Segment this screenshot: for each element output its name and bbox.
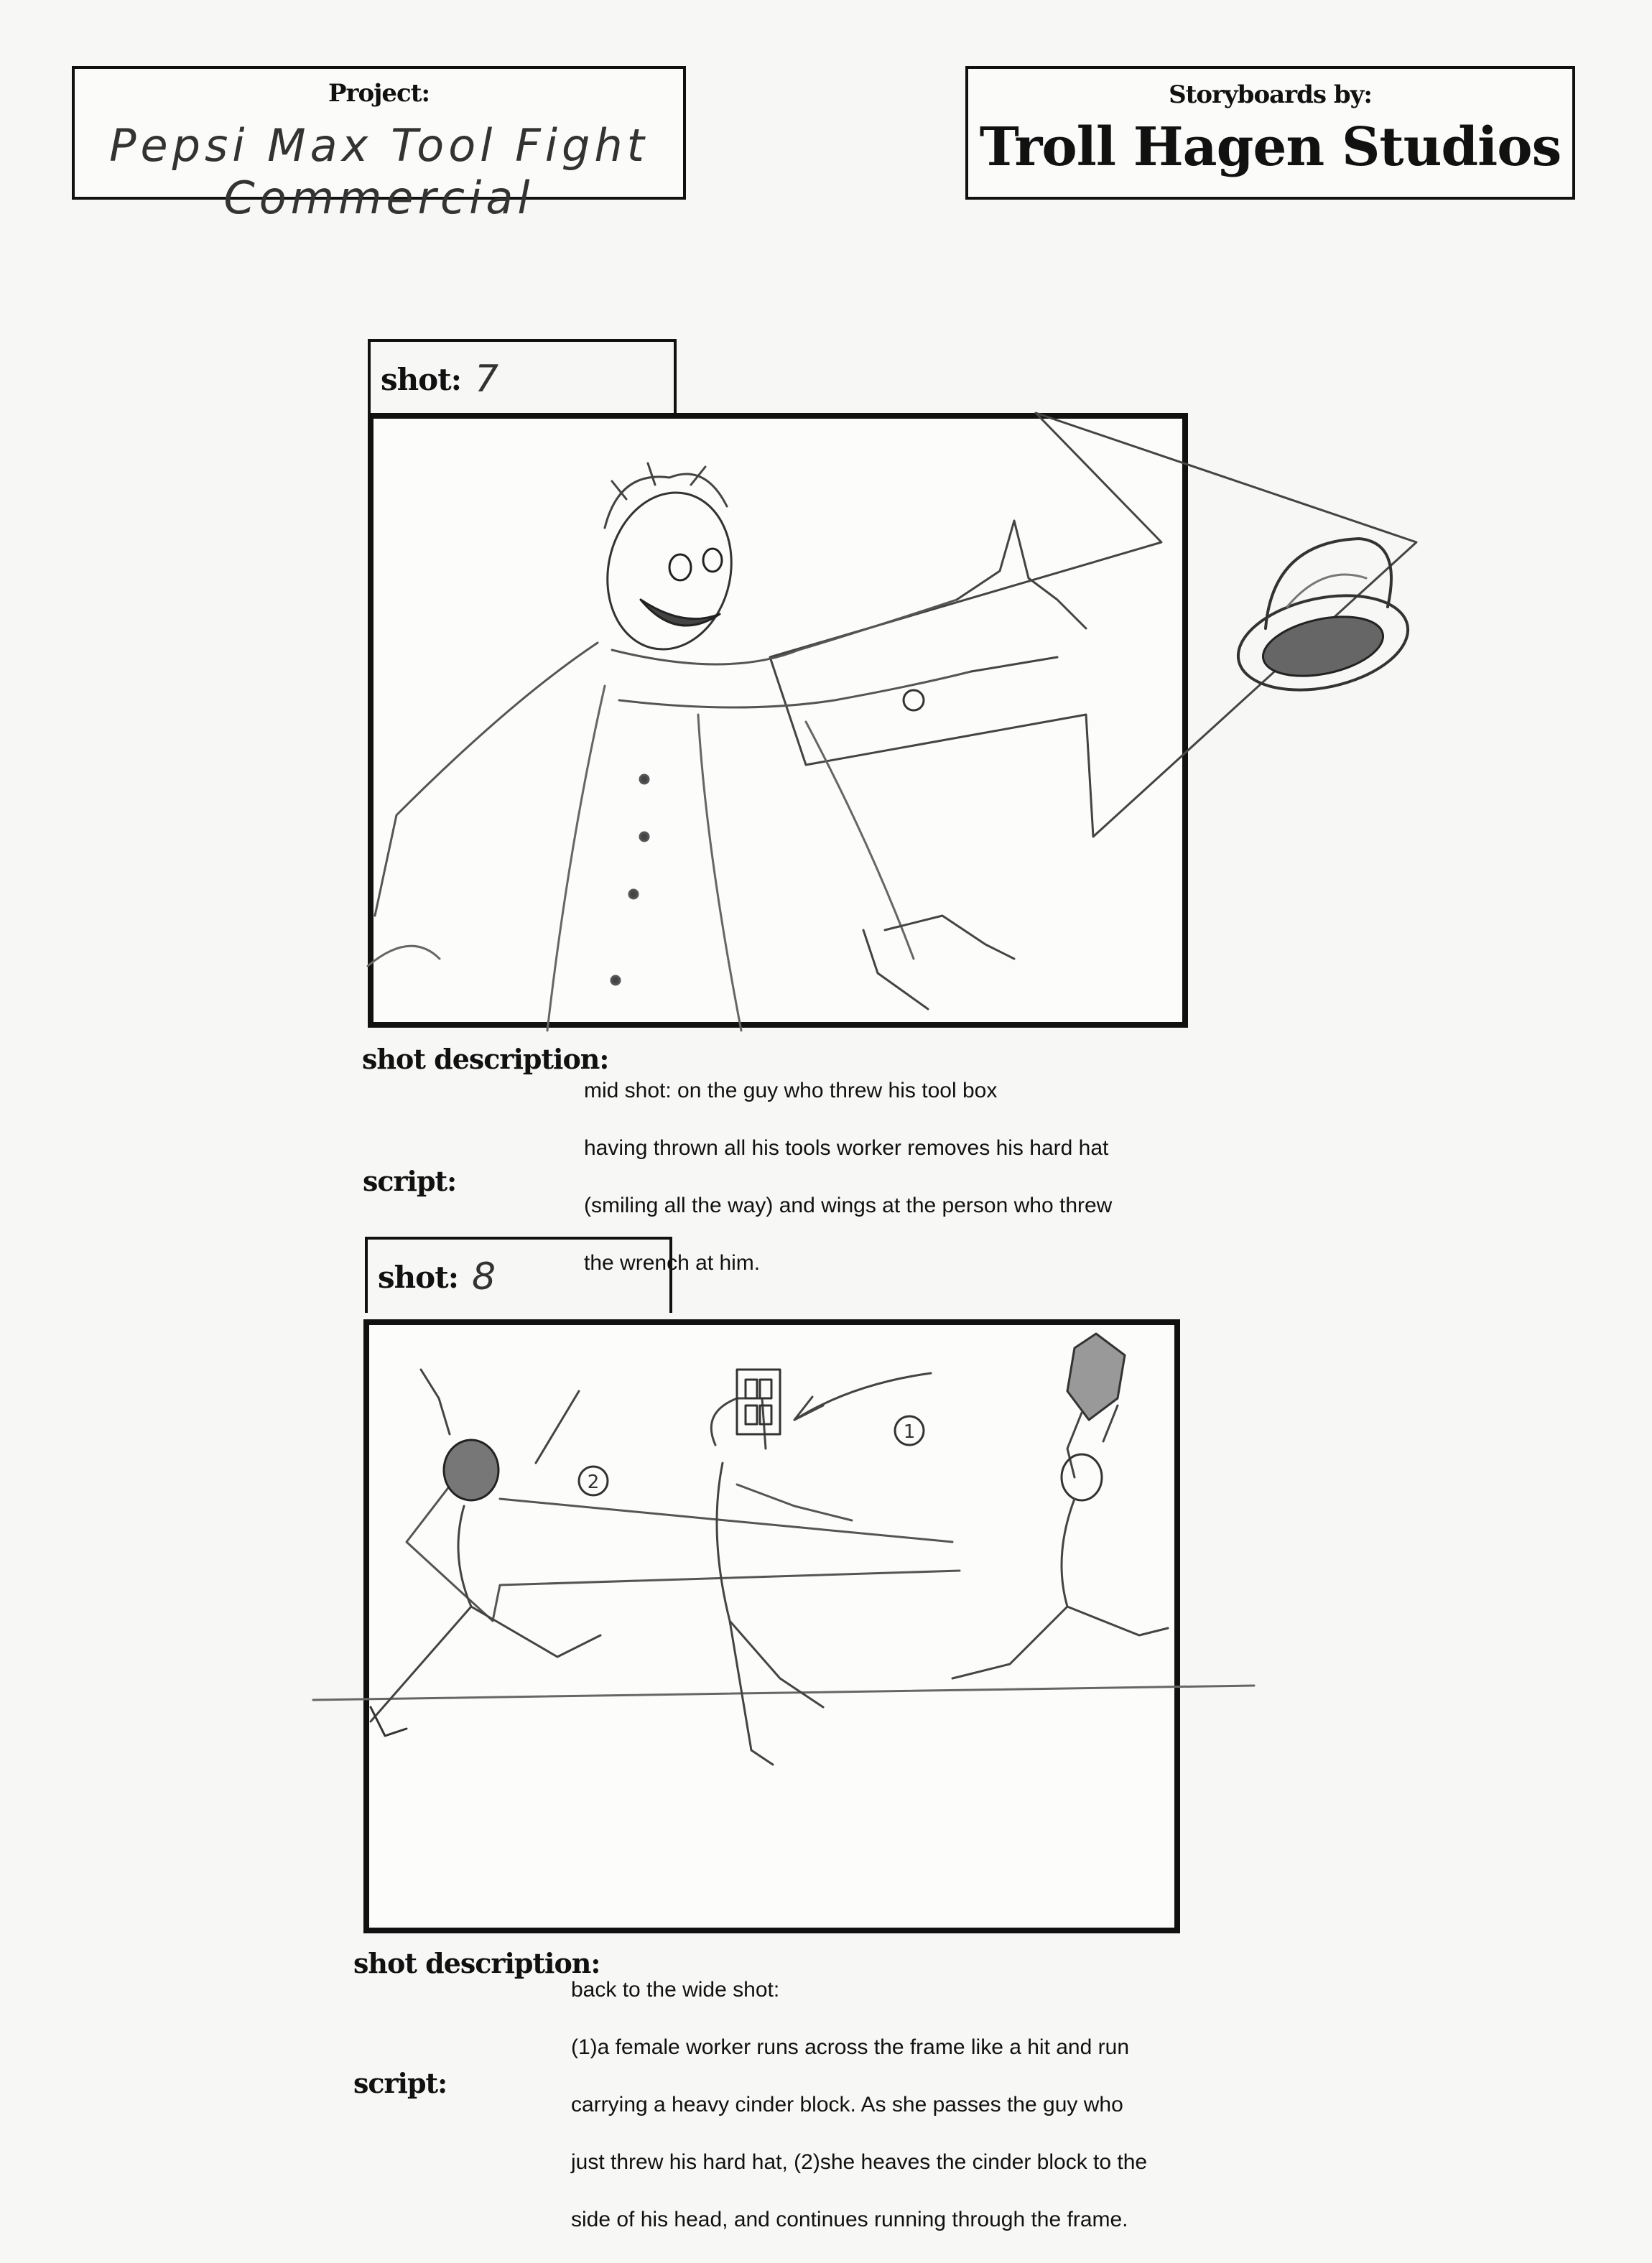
storyboards-by-label: Storyboards by: [1169,80,1372,109]
project-label: Project: [328,79,430,108]
shot-8-script-label: script: [353,2067,447,2099]
description-line: mid shot: on the guy who threw his tool box [584,1079,998,1102]
shot-8-tab [365,1237,672,1313]
studio-name: Troll Hagen Studios [979,116,1561,178]
description-line: having thrown all his tools worker removes his hard hat [584,1136,1109,1160]
description-line: carrying a heavy cinder block. As she passes the guy who [571,2093,1123,2116]
shot-7-description-label: shot description: [362,1043,609,1075]
description-line: the wrench at him. [584,1251,761,1275]
shot-number: 8 [472,1255,496,1298]
shot-7-script-label: script: [363,1165,457,1197]
description-line: just threw his hard hat, (2)she heaves the cinder block to the [571,2150,1148,2174]
marker-2: 2 [587,1472,600,1493]
shot-8-description-text [571,1947,1147,2263]
storyboards-by-box [965,66,1575,200]
description-line: (smiling all the way) and wings at the person who threw [584,1194,1113,1217]
description-line: (1)a female worker runs across the frame like a hit and run [571,2035,1129,2059]
project-name: Pepsi Max Tool Fight Commercial [109,119,649,224]
shot-label: shot: [378,1260,459,1295]
shot-7-tab [368,339,677,415]
shot-7-frame [368,413,1188,1028]
description-line: side of his head, and continues running through the frame. [571,2208,1128,2231]
shot-7-sketch [368,413,1481,1059]
description-line: back to the wide shot: [571,1978,780,2002]
marker-1: 1 [903,1421,916,1443]
shot-8-description-label: shot description: [353,1947,600,1979]
shot-number: 7 [475,358,499,401]
shot-label: shot: [381,362,462,397]
shot-8-frame [363,1319,1180,1933]
project-box [72,66,686,224]
shot-8-sketch [363,1319,1261,1966]
